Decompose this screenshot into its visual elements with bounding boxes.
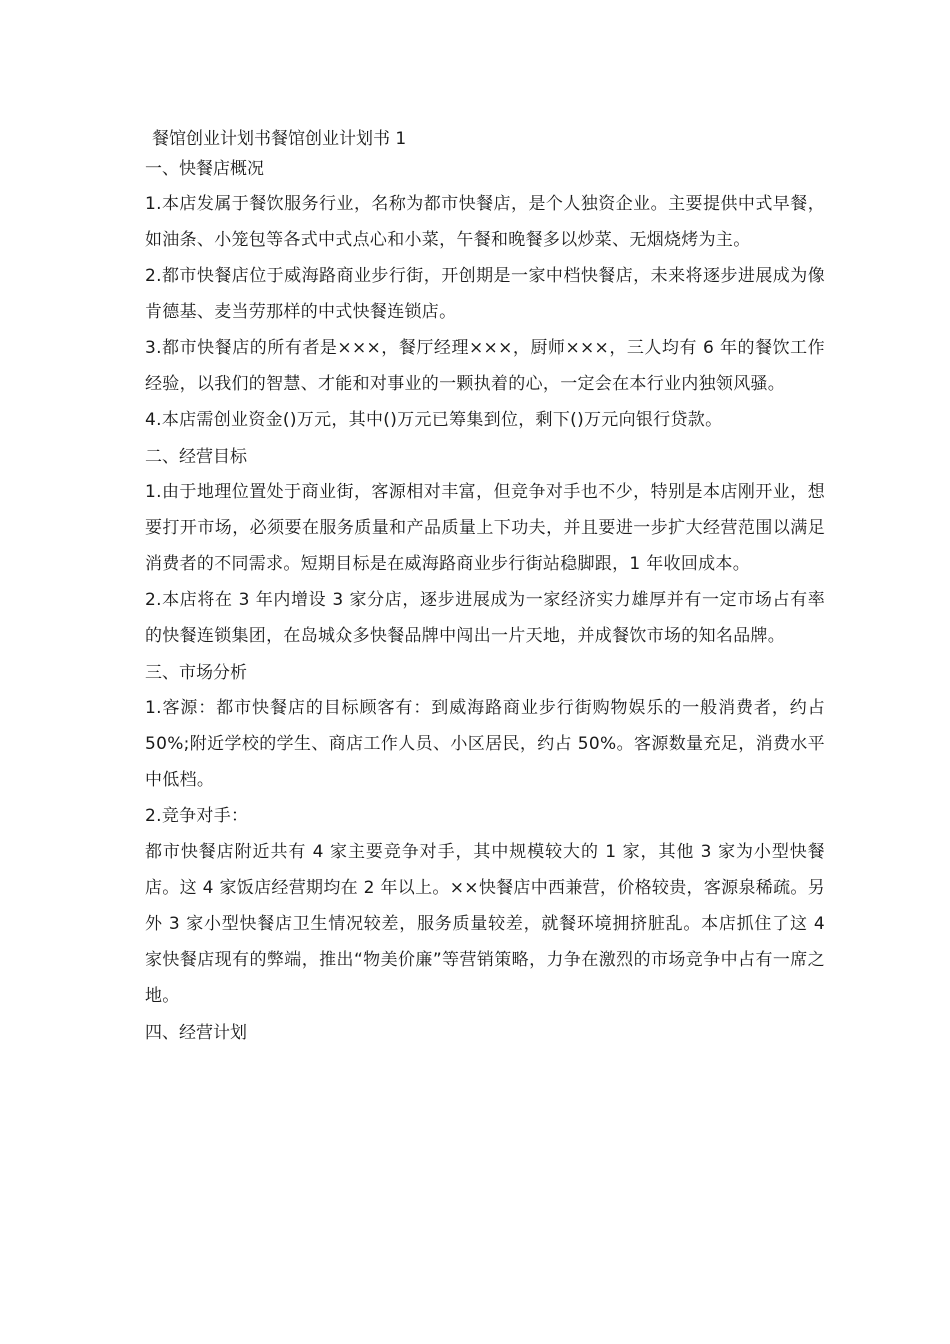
document-body bbox=[145, 124, 825, 1048]
paragraph: 3.都市快餐店的所有者是×××，餐厅经理×××，厨师×××，三人均有 6 年的餐饮工作经验，以我们的智慧、才能和对事业的一颗执着的心，一定会在本行业内独领风骚。 bbox=[145, 338, 825, 394]
section-heading-plan: 四、经营计划 bbox=[145, 1023, 247, 1043]
paragraph: 4.本店需创业资金()万元，其中()万元已筹集到位，剩下()万元向银行贷款。 bbox=[145, 410, 723, 430]
paragraph: 1.本店发属于餐饮服务行业，名称为都市快餐店，是个人独资企业。主要提供中式早餐，如油条、小笼包等各式中式点心和小菜，午餐和晚餐多以炒菜、无烟烧烤为主。 bbox=[145, 194, 825, 250]
section-heading-market: 三、市场分析 bbox=[145, 663, 247, 683]
paragraph: 1.客源：都市快餐店的目标顾客有：到威海路商业步行街购物娱乐的一般消费者，约占 50%;附近学校的学生、商店工作人员、小区居民，约占 50%。客源数量充足，消费水平中低档。 bbox=[145, 698, 825, 790]
document-title: 餐馆创业计划书餐馆创业计划书 1 bbox=[152, 129, 407, 149]
paragraph: 都市快餐店附近共有 4 家主要竞争对手，其中规模较大的 1 家，其他 3 家为小型快餐店。这 4 家饭店经营期均在 2 年以上。××快餐店中西兼营，价格较贵，客源泉稀疏。另外 3 家小型快餐店卫生情况较差，服务质量较差，就餐环境拥挤脏乱。本店抓住了这 4 家快餐店现有的弊端，推出“物美价廉”等营销策略，力争在激烈的市场竞争中占有一席之地。 bbox=[145, 842, 825, 1006]
paragraph: 1.由于地理位置处于商业街，客源相对丰富，但竞争对手也不少，特别是本店刚开业，想要打开市场，必须要在服务质量和产品质量上下功夫，并且要进一步扩大经营范围以满足消费者的不同需求。短期目标是在威海路商业步行街站稳脚跟，1 年收回成本。 bbox=[145, 482, 825, 574]
section-heading-goals: 二、经营目标 bbox=[145, 447, 247, 467]
paragraph: 2.本店将在 3 年内增设 3 家分店，逐步进展成为一家经济实力雄厚并有一定市场占有率的快餐连锁集团，在岛城众多快餐品牌中闯出一片天地，并成餐饮市场的知名品牌。 bbox=[145, 590, 825, 646]
section-heading-overview: 一、快餐店概况 bbox=[145, 159, 264, 179]
paragraph: 2.竞争对手： bbox=[145, 806, 249, 826]
paragraph: 2.都市快餐店位于威海路商业步行街，开创期是一家中档快餐店，未来将逐步进展成为像肯德基、麦当劳那样的中式快餐连锁店。 bbox=[145, 266, 825, 322]
